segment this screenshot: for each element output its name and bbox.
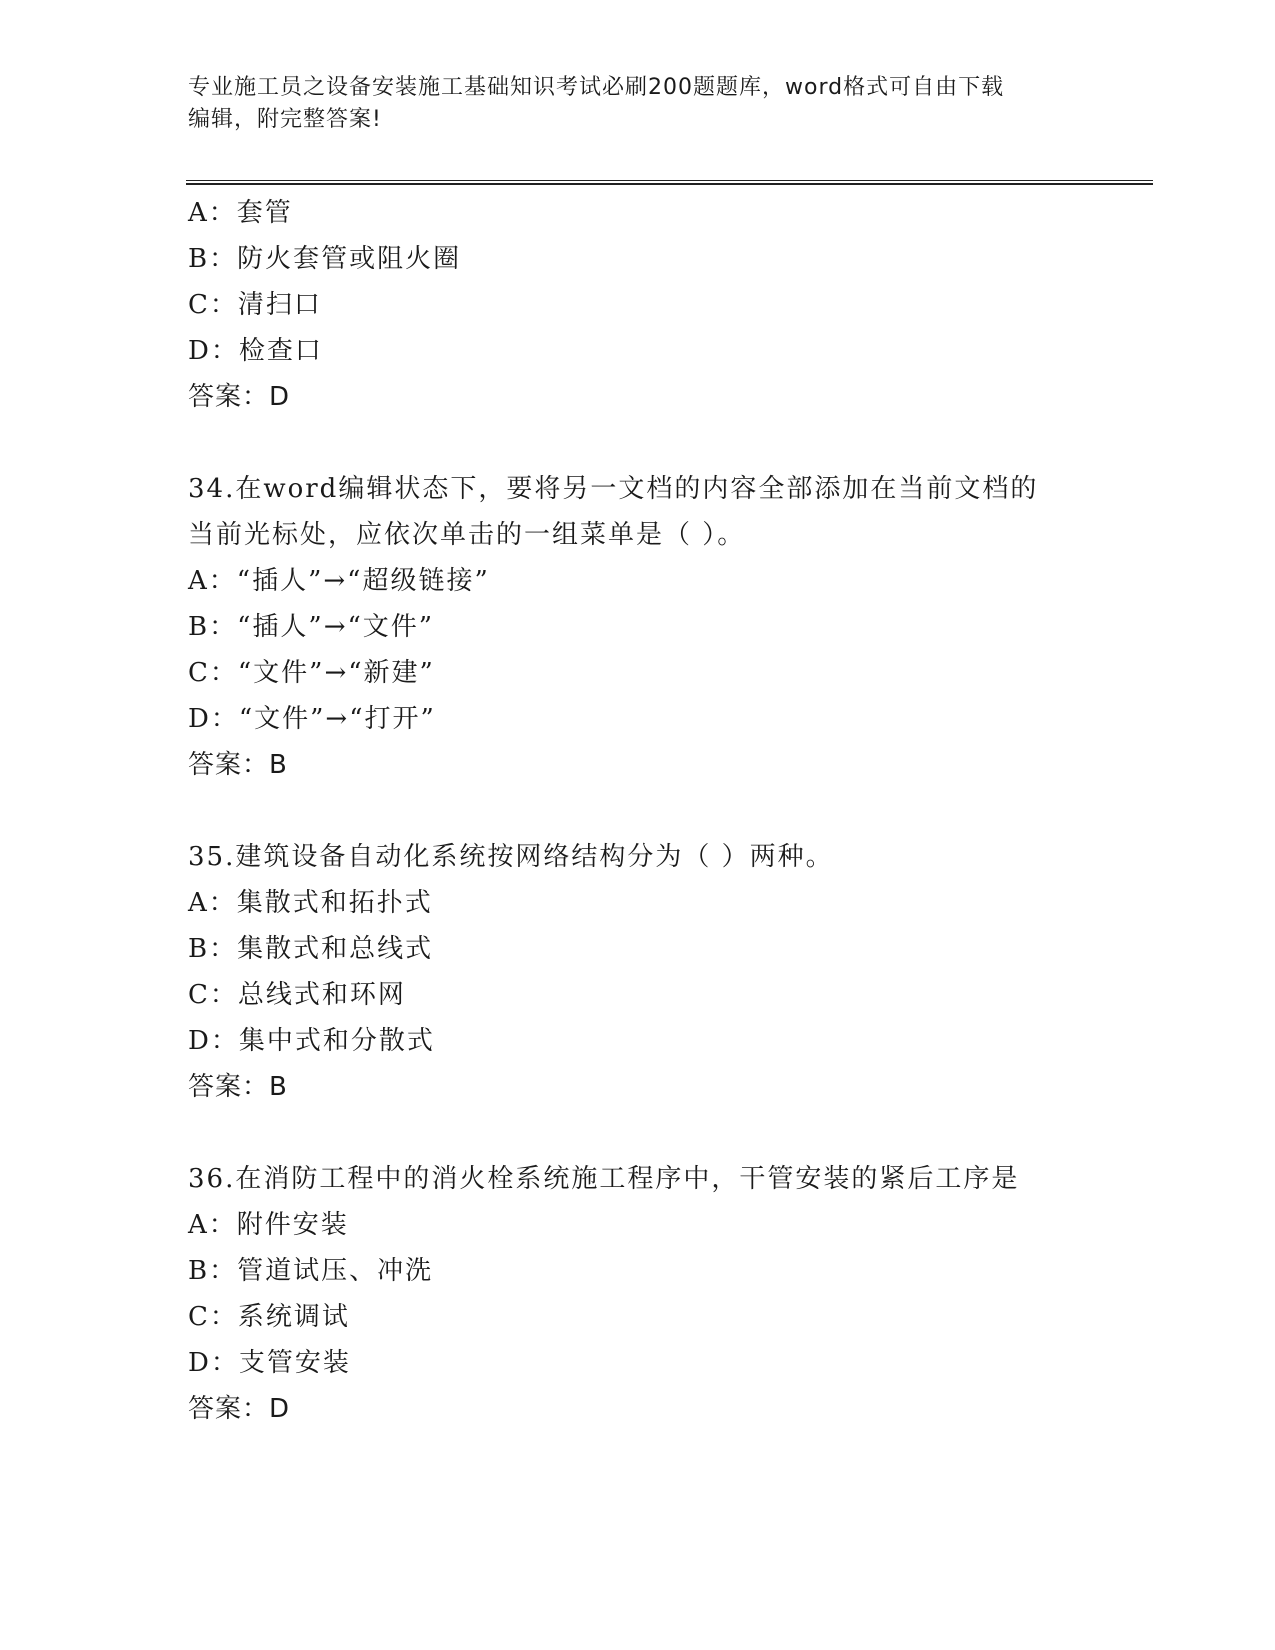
question-36 [188,1156,1148,1432]
question-stem-continued: 当前光标处，应依次单击的一组菜单是（ ）。 [188,520,746,550]
option-d: D：支管安装 [188,1348,351,1378]
option-b: B：管道试压、冲洗 [188,1256,434,1286]
answer-line: 答案：B [188,1072,288,1102]
question-stem: 35.建筑设备自动化系统按网络结构分为（ ）两种。 [188,842,834,872]
option-d: D：“文件”→“打开” [188,704,436,734]
question-34 [188,466,1148,788]
option-a: A：“插人”→“超级链接” [188,566,490,596]
option-d: D：检查口 [188,336,323,366]
spacer [188,788,1148,834]
option-b: B：集散式和总线式 [188,934,434,964]
option-a: A：套管 [188,198,293,228]
option-a: A：集散式和拓扑式 [188,888,433,918]
answer-line: 答案：D [188,382,291,412]
question-33-options [188,190,1148,420]
option-c: C：总线式和环网 [188,980,406,1010]
answer-line: 答案：B [188,750,288,780]
option-b: B：防火套管或阻火圈 [188,244,462,274]
question-35 [188,834,1148,1110]
option-a: A：附件安装 [188,1210,349,1240]
answer-line: 答案：D [188,1394,291,1424]
option-c: C：“文件”→“新建” [188,658,435,688]
option-b: B：“插人”→“文件” [188,612,435,642]
header-divider [186,180,1153,185]
question-stem: 34.在word编辑状态下，要将另一文档的内容全部添加在当前文档的 [188,474,1039,504]
question-stem: 36.在消防工程中的消火栓系统施工程序中，干管安装的紧后工序是 [188,1164,1020,1194]
option-c: C：系统调试 [188,1302,350,1332]
option-c: C：清扫口 [188,290,322,320]
spacer [188,420,1148,466]
header-title-line-2: 编辑，附完整答案! [188,107,382,132]
question-list [188,190,1148,1432]
header-title-line-1: 专业施工员之设备安装施工基础知识考试必刷200题题库，word格式可自由下载 [188,75,1005,100]
document-header [188,72,1068,136]
option-d: D：集中式和分散式 [188,1026,435,1056]
spacer [188,1110,1148,1156]
